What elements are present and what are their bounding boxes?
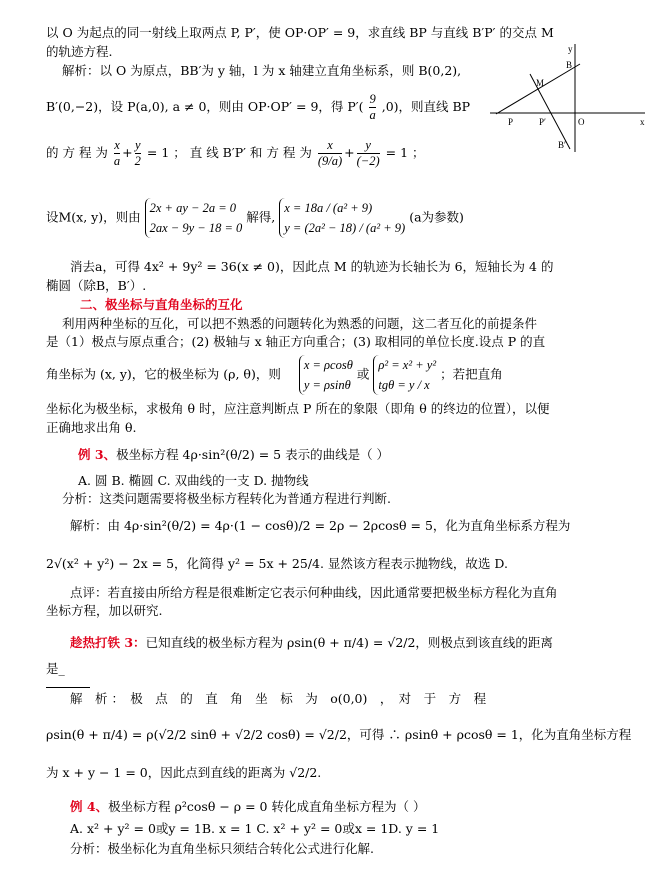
- line4-text-b: ,0)，则直线 BP: [381, 99, 471, 114]
- text-line-3: 解析：以 O 为原点，BB′为 y 轴，l 为 x 轴建立直角坐标系，则 B(0,2),: [62, 63, 462, 78]
- line6-text-c: (a为参数): [409, 209, 464, 225]
- bpp-y-fraction: $\frac{y}{(-2)}$: [356, 138, 380, 168]
- line5-text-a: 的 方 程 为: [46, 145, 108, 160]
- fig-label-x: x: [640, 117, 645, 127]
- equation-system-2: x = 18a / (a² + 9) y = (2a² − 18) / (a² + 9): [279, 198, 405, 238]
- example-3-options: A. 圆 B. 椭圆 C. 双曲线的一支 D. 抛物线: [78, 473, 309, 488]
- practice-3-text: 已知直线的极坐标方程为 ρsin(θ + π/4) = √2/2，则极点到该直线的距离: [145, 635, 553, 650]
- bp-y-fraction: $\frac{y}{2}$: [134, 138, 141, 168]
- text-line-23: 分析：极坐标化为直角坐标只须结合转化公式进行化解.: [70, 841, 374, 856]
- example-4-label: 例 4、: [70, 799, 109, 814]
- text-line-1: 以 O 为起点的同一射线上取两点 P, P′，使 OP·OP′ = 9，求直线 BP 与直线 B′P′ 的交点 M: [46, 25, 554, 40]
- coordinate-figure: [490, 44, 650, 154]
- line11-text-c: ；若把直角: [440, 366, 503, 382]
- example-3-text: 极坐标方程 4ρ·sin²(θ/2) = 5 表示的曲线是（ ）: [116, 447, 390, 462]
- answer-blank-line: [46, 687, 90, 688]
- text-line-13: 正确地求出角 θ.: [46, 420, 137, 435]
- fig-label-O: O: [578, 117, 585, 127]
- text-line-18: 坐标方程，加以研究.: [46, 603, 163, 618]
- practice-3-question: [70, 634, 553, 652]
- line6-text-a: 设M(x, y)，则由: [46, 209, 141, 225]
- text-line-16: 2√(x² + y²) − 2x = 5，化简得 y² = 5x + 25/4. 显然该方程表示抛物线，故选 D.: [46, 556, 508, 571]
- line6-text-b: 解得,: [246, 209, 276, 225]
- example-4-question: [70, 798, 425, 816]
- text-line-21: ρsin(θ + π/4) = ρ(√2/2 sinθ + √2/2 cosθ) = √2/2，可得 ∴ ρsinθ + ρcosθ = 1，化为直角坐标方程: [46, 727, 632, 742]
- fig-label-B-prime: B′: [558, 140, 566, 150]
- text-line-8: 椭圆（除B，B′）.: [46, 278, 147, 293]
- example-4-options: A. x² + y² = 0或y = 1B. x = 1 C. x² + y² = 0或x = 1D. y = 1: [70, 821, 440, 836]
- conversion-system-1: x = ρcosθ y = ρsinθ: [299, 355, 353, 395]
- text-line-7: 消去a，可得 4x² + 9y² = 36(x ≠ 0)，因此点 M 的轨迹为长轴长为 6，短轴长为 4 的: [70, 259, 554, 274]
- text-line-17: 点评：若直接由所给方程是很难断定它表示何种曲线，因此通常要把极坐标方程化为直角: [70, 585, 558, 600]
- fig-label-M: M: [536, 78, 545, 88]
- text-line-14: 分析：这类问题需要将极坐标方程转化为普通方程进行判断.: [62, 491, 391, 506]
- equation-system-1: 2x + ay − 2a = 0 2ax − 9y − 18 = 0: [145, 198, 243, 238]
- text-line-15: 解析：由 4ρ·sin²(θ/2) = 4ρ·(1 − cosθ)/2 = 2ρ − 2ρcosθ = 5，化为直角坐标系方程为: [70, 518, 571, 533]
- fig-label-P-prime: P′: [539, 117, 546, 127]
- p-prime-fraction: $\frac{9}{a}$: [369, 92, 376, 122]
- text-line-19: 是_: [46, 661, 65, 676]
- text-line-20: 解 析 ： 极 点 的 直 角 坐 标 为 o(0,0) ， 对 于 方 程: [70, 691, 487, 706]
- line4-text-a: B′(0,−2)，设 P(a,0), a ≠ 0，则由 OP·OP′ = 9，得 P′(: [46, 99, 364, 114]
- text-line-5: 的 方 程 为 $\frac{x}{a}$ + $\frac{y}{2}$ = 1 ； 直 线 B′P′ 和 方 程 为 $\frac{x}{(9/a)}$ + $\frac{y}{(-2)}$ = 1 ；: [46, 138, 425, 168]
- text-line-9: 利用两种坐标的互化，可以把不熟悉的问题转化为熟悉的问题，这二者互化的前提条件: [62, 316, 538, 331]
- fig-label-B: B: [566, 60, 573, 70]
- text-line-11: [46, 355, 503, 395]
- line11-text-b: 或: [356, 366, 370, 382]
- section-heading-2: 二、极坐标与直角坐标的互化: [80, 297, 243, 312]
- line5-text-b: = 1 ； 直 线 B′P′ 和 方 程 为: [146, 145, 312, 160]
- line11-text-a: 角坐标为 (x, y)，它的极坐标为 (ρ, θ)，则: [46, 366, 281, 382]
- text-line-22: 为 x + y − 1 = 0，因此点到直线的距离为 √2/2.: [46, 765, 322, 780]
- fig-label-y: y: [568, 44, 573, 54]
- example-4-text: 极坐标方程 ρ²cosθ − ρ = 0 转化成直角坐标方程为（ ）: [108, 799, 426, 814]
- text-line-6: [46, 198, 464, 238]
- text-line-4: [46, 92, 470, 123]
- example-3-label: 例 3、: [78, 447, 117, 462]
- fig-label-P: P: [508, 117, 514, 127]
- conversion-system-2: ρ² = x² + y² tgθ = y / x: [373, 355, 436, 395]
- example-3-question: [78, 446, 389, 464]
- bp-x-fraction: $\frac{x}{a}$: [113, 138, 121, 168]
- text-line-2: 的轨迹方程.: [46, 44, 113, 59]
- text-line-10: 是（1）极点与原点重合；(2) 极轴与 x 轴正方向重合；(3) 取相同的单位长度.设点 P 的直: [46, 334, 546, 349]
- line5-text-c: = 1 ；: [385, 145, 425, 160]
- bpp-x-fraction: $\frac{x}{(9/a)}$: [317, 138, 343, 168]
- practice-3-label: 趁热打铁 3：: [70, 635, 146, 650]
- text-line-12: 坐标化为极坐标，求极角 θ 时，应注意判断点 P 所在的象限（即角 θ 的终边的位置），以便: [46, 401, 550, 416]
